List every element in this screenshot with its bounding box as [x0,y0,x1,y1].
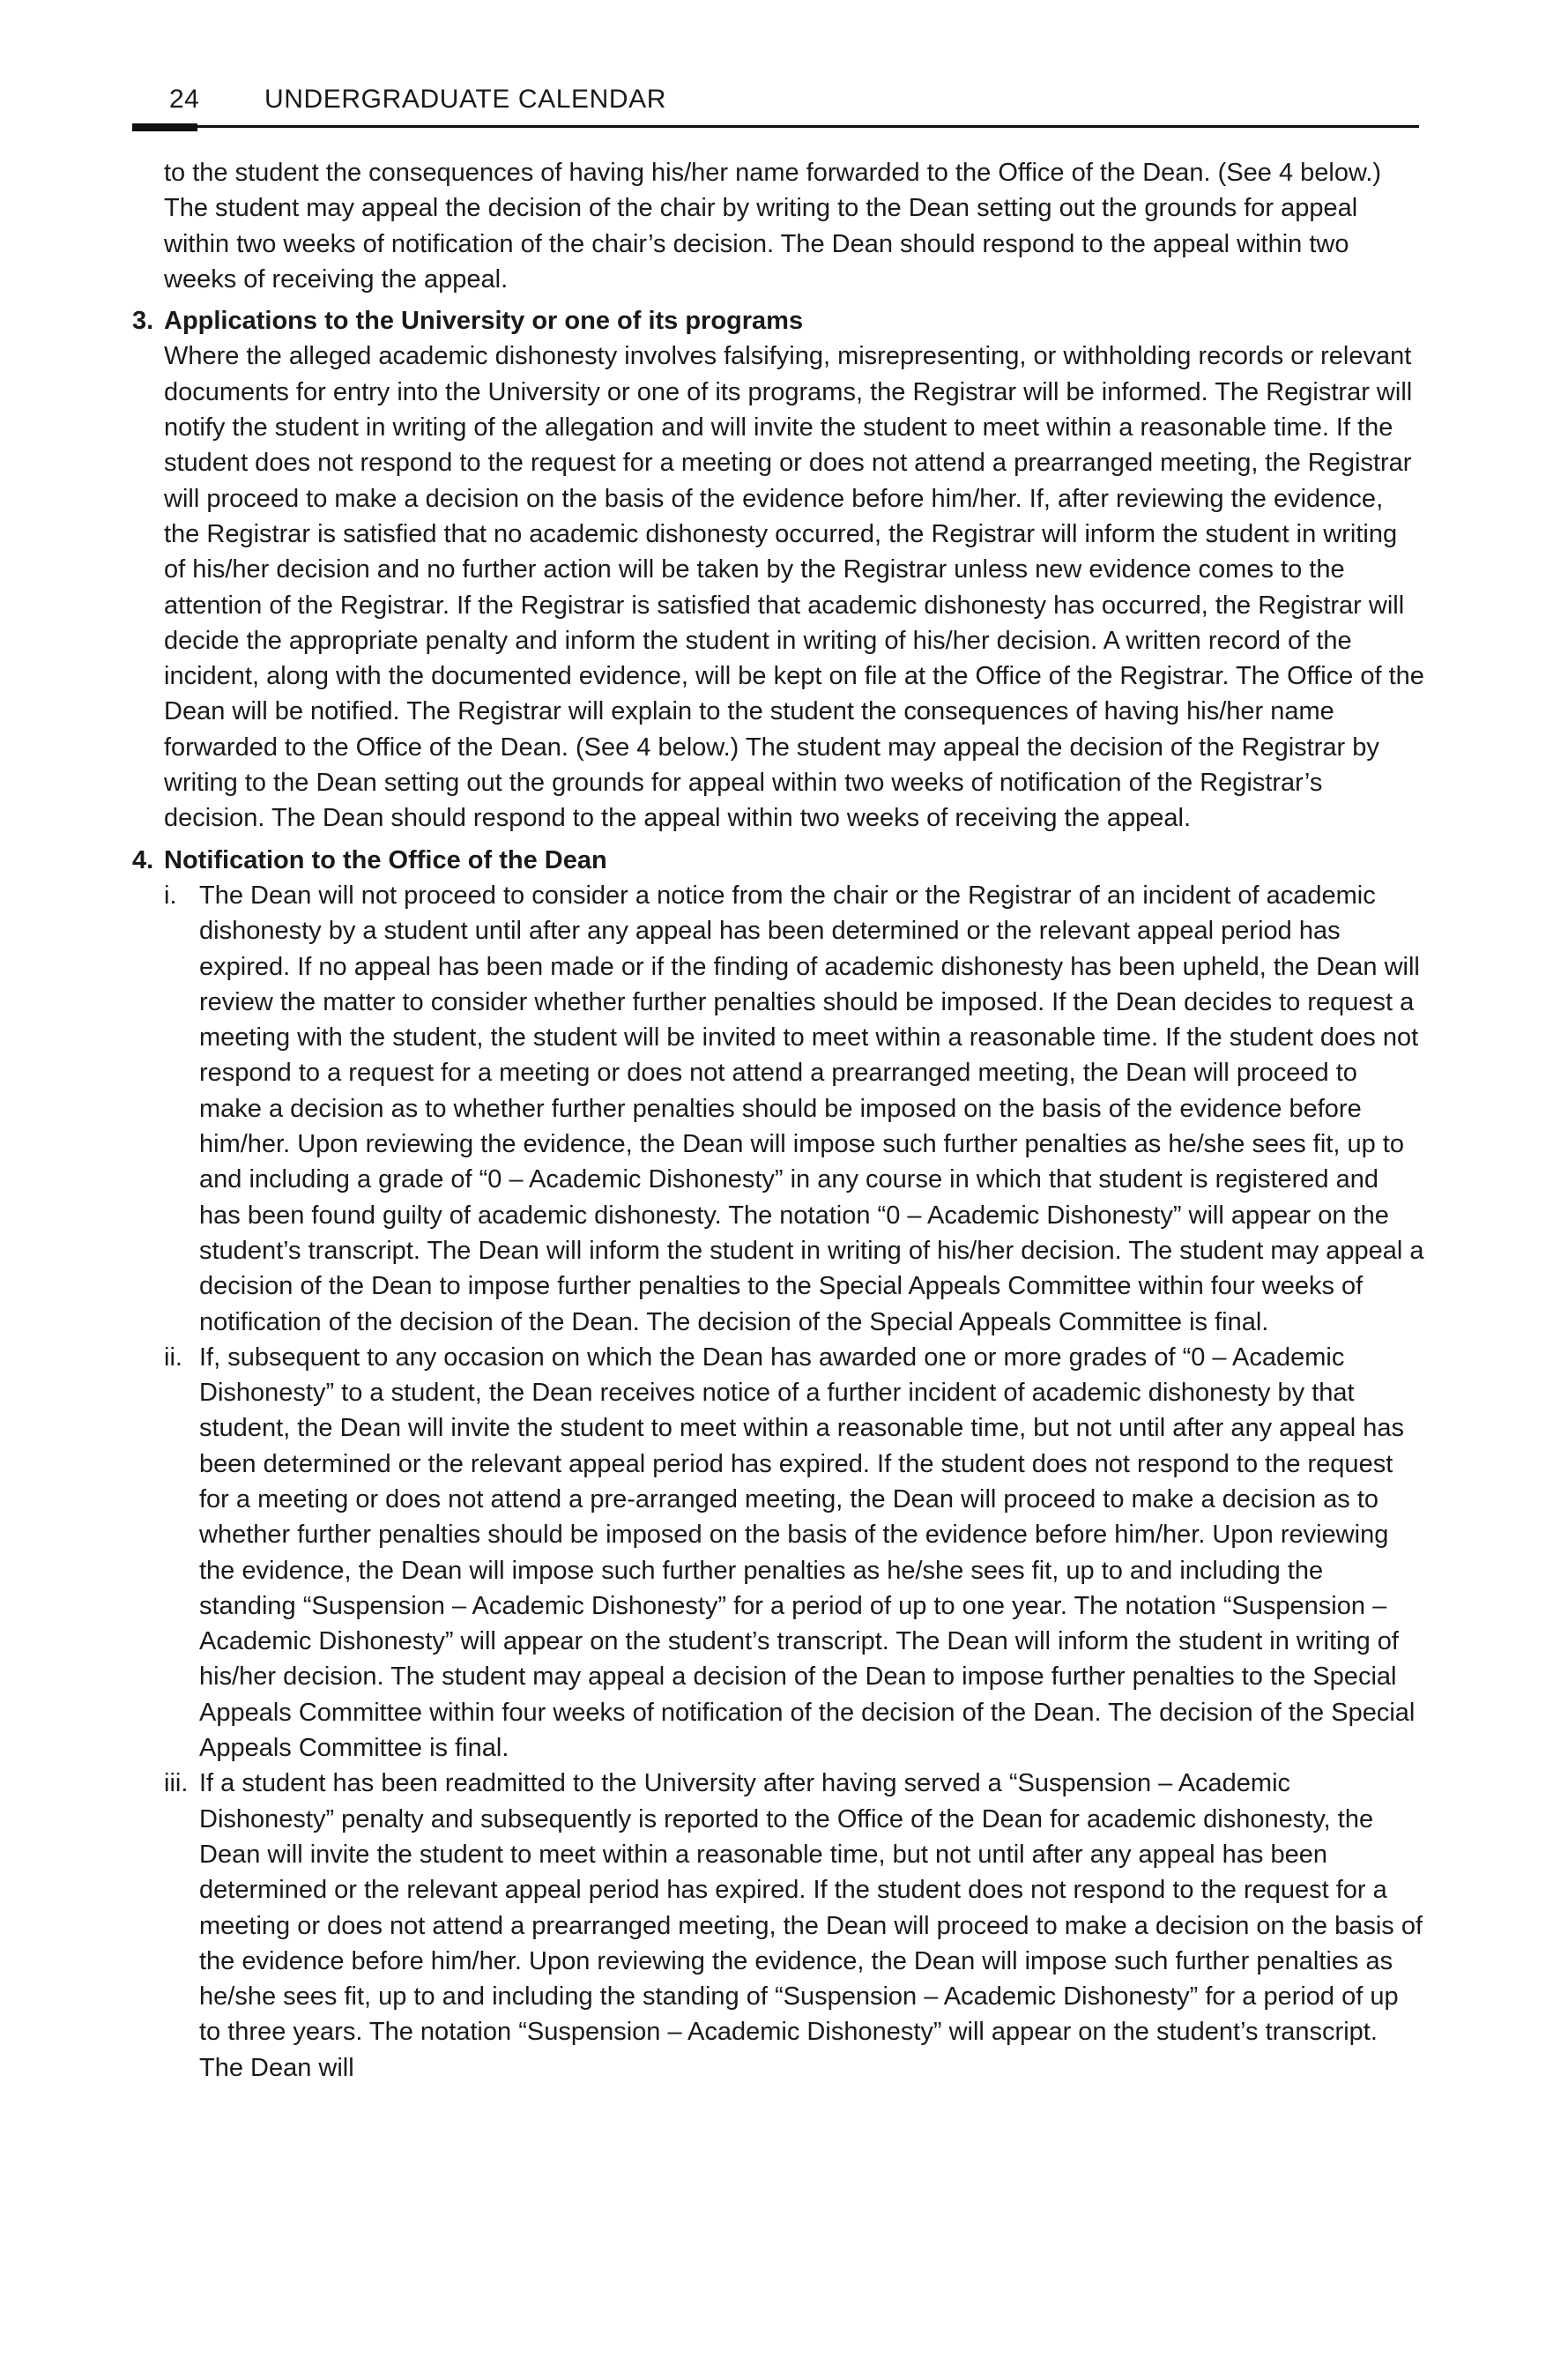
page-number: 24 [169,85,200,114]
page-header [132,74,1419,127]
section-4-heading [132,843,1419,878]
list-item-text: If a student has been readmitted to the University after having served a “Suspension – Academic Dishonesty” penalty and subsequently is reported to the Office of the Dean for academic dishonesty, the Dean will invite the student to meet within a reasonable time, but not until after any appeal has been determined or the relevant appeal period has expired. If the student does not respond to the request for a meeting or does not attend a prearranged meeting, the Dean will proceed to make a decision on the basis of the evidence before him/her. Upon reviewing the evidence, the Dean will impose such further penalties as he/she sees fit, up to and including the standing of “Suspension – Academic Dishonesty” for a period of up to three years. The notation “Suspension – Academic Dishonesty” will appear on the student’s transcript. The Dean will [199,1769,1423,2082]
list-item-text: If, subsequent to any occasion on which the Dean has awarded one or more grades of “0 – Academic Dishonesty” to a student, the Dean receives notice of a further incident of academic dishonesty by that student, the Dean will invite the student to meet within a reasonable time, but not until after any appeal has been determined or the relevant appeal period has expired. If the student does not respond to the request for a meeting or does not attend a pre-arranged meeting, the Dean will proceed to make a decision as to whether further penalties should be imposed on the basis of the evidence before him/her. Upon reviewing the evidence, the Dean will impose such further penalties as he/she sees fit, up to and including the standing “Suspension – Academic Dishonesty” for a period of up to one year. The notation “Suspension – Academic Dishonesty” will appear on the student’s transcript. The Dean will inform the student in writing of his/her decision. The student may appeal a decision of the Dean to impose further penalties to the Special Appeals Committee within four weeks of notification of the decision of the Dean. The decision of the Special Appeals Committee is final. [199,1342,1416,1763]
list-item-label: i. [164,881,177,910]
section-4-number: 4. [132,845,154,874]
list-item-label: iii. [164,1769,189,1798]
section-3-number: 3. [132,307,154,336]
section-4 [132,843,1424,2086]
list-item-i [164,878,1424,1340]
running-title: UNDERGRADUATE CALENDAR [264,85,667,114]
list-item-iii [164,1766,1424,2086]
section-3-title: Applications to the University or one of its programs [164,307,804,336]
section-3 [132,303,1424,836]
section-3-body: Where the alleged academic dishonesty involves falsifying, misrepresenting, or withholding records or relevant documents for entry into the University or one of its programs, the Registrar will be informed. The Registrar will notify the student in writing of the allegation and will invite the student to meet within a reasonable time. If the student does not respond to the request for a meeting or does not attend a prearranged meeting, the Registrar will proceed to make a decision on the basis of the evidence before him/her. If, after reviewing the evidence, the Registrar is satisfied that no academic dishonesty occurred, the Registrar will inform the student in writing of his/her decision and no further action will be taken by the Registrar unless new evidence comes to the attention of the Registrar. If the Registrar is satisfied that academic dishonesty has occurred, the Registrar will decide the appropriate penalty and inform the student in writing of his/her decision. A written record of the incident, along with the documented evidence, will be kept on file at the Office of the Registrar. The Office of the Dean will be notified. The Registrar will explain to the student the consequences of having his/her name forwarded to the Office of the Dean. (See 4 below.) The student may appeal the decision of the Registrar by writing to the Dean setting out the grounds for appeal within two weeks of notification of the Registrar’s decision. The Dean should respond to the appeal within two weeks of receiving the appeal. [164,342,1424,833]
list-item-text: The Dean will not proceed to consider a notice from the chair or the Registrar of an incident of academic dishonesty by a student until after any appeal has been determined or the relevant appeal period has expired. If no appeal has been made or if the finding of academic dishonesty has been upheld, the Dean will review the matter to consider whether further penalties should be imposed. If the Dean decides to request a meeting with the student, the student will be invited to meet within a reasonable time. If the student does not respond to a request for a meeting or does not attend a prearranged meeting, the Dean will proceed to make a decision as to whether further penalties should be imposed on the basis of the evidence before him/her. Upon reviewing the evidence, the Dean will impose such further penalties as he/she sees fit, up to and including a grade of “0 – Academic Dishonesty” in any course in which that student is registered and has been found guilty of academic dishonesty. The notation “0 – Academic Dishonesty” will appear on the student’s transcript. The Dean will inform the student in writing of his/her decision. The student may appeal a decision of the Dean to impose further penalties to the Special Appeals Committee within four weeks of notification of the decision of the Dean. The decision of the Special Appeals Committee is final. [199,881,1424,1336]
page-content [132,155,1424,2086]
page-number-tab [132,123,197,131]
section-3-heading [132,303,1419,338]
intro-paragraph: to the student the consequences of having his/her name forwarded to the Office of the Dean. (See 4 below.) The student may appeal the decision of the chair by writing to the Dean setting out the grounds for appeal within two weeks of notification of the chair’s decision. The Dean should respond to the appeal within two weeks of receiving the appeal. [164,159,1382,294]
header-rule [197,125,1419,128]
list-item-label: ii. [164,1342,182,1372]
list-item-ii [164,1340,1424,1766]
section-4-title: Notification to the Office of the Dean [164,845,607,874]
